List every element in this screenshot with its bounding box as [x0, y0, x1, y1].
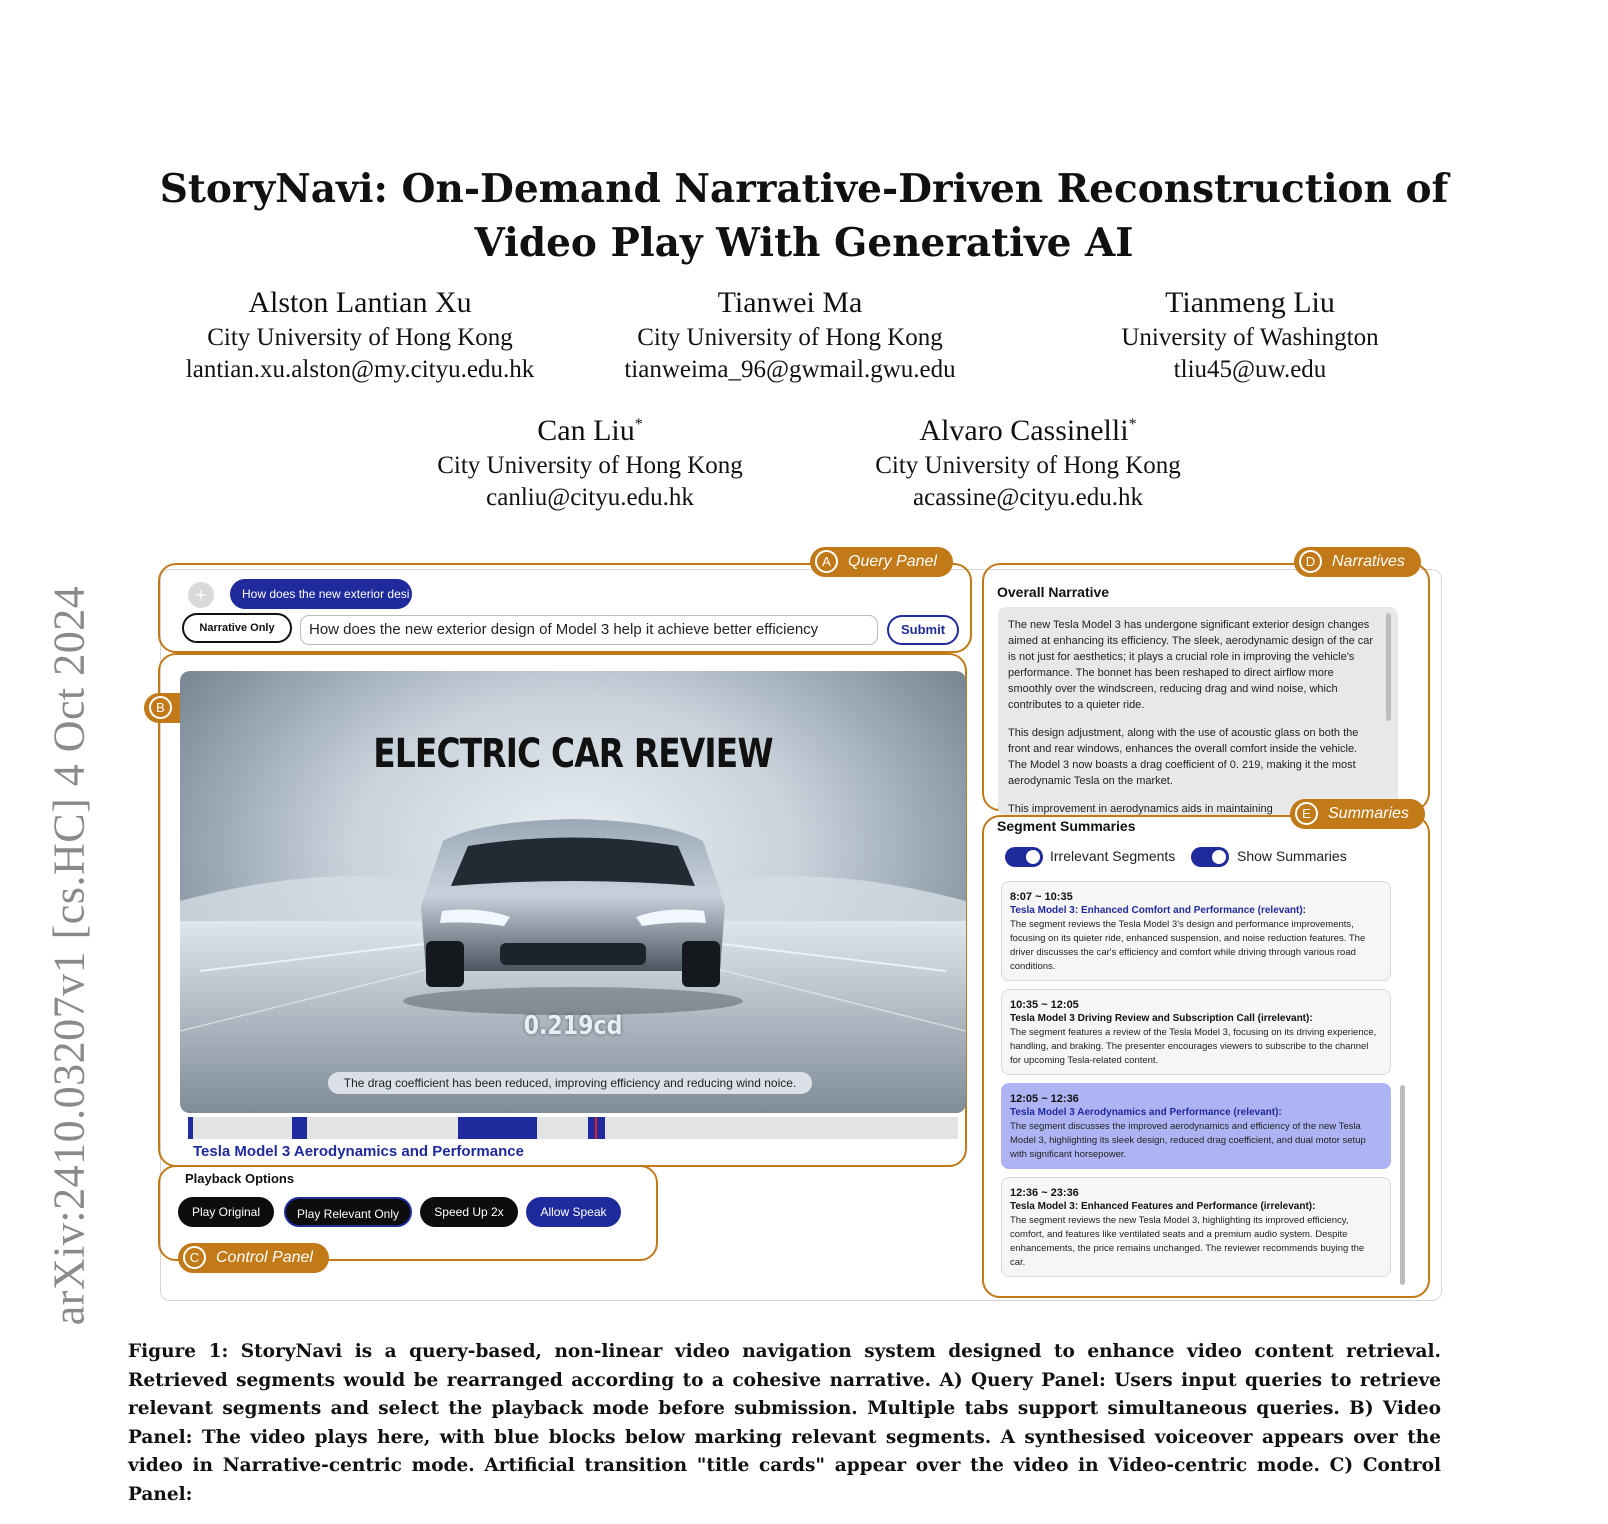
- paper-title: [0, 162, 1608, 270]
- narrative-paragraph: This design adjustment, along with the use of acoustic glass on both the front and rear windows, enhances the overall comfort inside the vehicle. The Model 3 now boasts a drag coefficient of 0. 219, making it the most aerodynamic Tesla on the market.: [1008, 727, 1359, 787]
- control-panel-tag: [178, 1243, 329, 1273]
- author-email[interactable]: tliu45@uw.edu: [1173, 356, 1327, 383]
- corresponding-mark: *: [634, 416, 643, 433]
- current-segment-title: Tesla Model 3 Aerodynamics and Performance: [193, 1143, 524, 1160]
- author-affiliation: City University of Hong Kong: [437, 452, 743, 479]
- narrative-paragraph: The new Tesla Model 3 has undergone significant exterior design changes aimed at enhancing its efficiency. The sleek, aerodynamic design of the car is not just for aesthetics; it plays a crucial role in improving the vehicle's performance. The bonnet has been reshaped to direct airflow more smoothly over the windscreen, reducing drag and wind noise, which contributes to a quieter ride.: [1008, 619, 1374, 711]
- relevant-segment-block[interactable]: [188, 1117, 193, 1139]
- arxiv-stamp: arXiv:2410.03207v1 [cs.HC] 4 Oct 2024: [44, 585, 94, 1326]
- tag-letter: D: [1299, 550, 1322, 573]
- author-name: Tianmeng Liu: [1165, 286, 1335, 319]
- author-affiliation: University of Washington: [1121, 324, 1379, 351]
- tag-label: Query Panel: [848, 553, 937, 570]
- segment-heading: Tesla Model 3 Driving Review and Subscription Call (irrelevant):: [1010, 1013, 1313, 1024]
- summary-card[interactable]: [1001, 881, 1391, 981]
- summaries-panel-tag: [1290, 799, 1425, 829]
- author-affiliation: City University of Hong Kong: [637, 324, 943, 351]
- summary-card[interactable]: [1001, 1177, 1391, 1277]
- query-tab[interactable]: How does the new exterior desi: [230, 579, 412, 609]
- allow-speak-button[interactable]: Allow Speak: [526, 1197, 621, 1227]
- summaries-scrollbar[interactable]: [1400, 1085, 1405, 1285]
- author-block: [1060, 284, 1440, 386]
- video-title: ELECTRIC CAR REVIEW: [373, 731, 773, 777]
- narrative-paragraph: This improvement in aerodynamics aids in maintaining: [1008, 803, 1273, 815]
- drag-coefficient-overlay: 0.219cd: [523, 1011, 623, 1041]
- author-block: [170, 284, 550, 386]
- author-block: [600, 284, 980, 386]
- submit-button[interactable]: Submit: [887, 615, 959, 645]
- show-summaries-label: Show Summaries: [1237, 848, 1347, 864]
- voiceover-subtitle: The drag coefficient has been reduced, improving efficiency and reducing wind noice.: [328, 1072, 812, 1094]
- play-original-button[interactable]: Play Original: [178, 1197, 274, 1227]
- figure-teaser: [156, 553, 1460, 1325]
- play-relevant-only-button[interactable]: Play Relevant Only: [284, 1197, 412, 1227]
- add-tab-button[interactable]: +: [188, 582, 214, 608]
- segment-heading: Tesla Model 3: Enhanced Comfort and Performance (relevant):: [1010, 905, 1306, 916]
- author-name: Can Liu: [537, 414, 635, 447]
- segment-summary: The segment discusses the improved aerodynamics and efficiency of the new Tesla Model 3, highlighting its sleek design, reduced drag coefficient, and dual motor setup with significant horsepower.: [1010, 1121, 1366, 1160]
- overall-narrative-title: Overall Narrative: [997, 584, 1110, 600]
- segment-time: 12:05 ~ 12:36: [1010, 1093, 1079, 1105]
- author-email[interactable]: lantian.xu.alston@my.cityu.edu.hk: [185, 356, 535, 383]
- playhead[interactable]: [595, 1117, 597, 1139]
- title-line-1: StoryNavi: On-Demand Narrative-Driven Reconstruction of: [159, 166, 1449, 212]
- narrative-scrollbar[interactable]: [1386, 613, 1391, 721]
- segment-heading: Tesla Model 3 Aerodynamics and Performance (relevant):: [1010, 1107, 1282, 1118]
- irrelevant-segments-toggle[interactable]: [1005, 847, 1043, 867]
- tag-letter: B: [149, 696, 172, 719]
- segment-summary: The segment reviews the Tesla Model 3's design and performance improvements, focusing on its quieter ride, enhanced suspension, and noise reduction features. The driver discusses the car's efficiency and comfort while driving through various road conditions.: [1010, 919, 1366, 972]
- summary-card-active[interactable]: [1001, 1083, 1391, 1169]
- author-name: Alvaro Cassinelli: [919, 414, 1129, 447]
- author-email[interactable]: canliu@cityu.edu.hk: [486, 484, 694, 511]
- speed-up-button[interactable]: Speed Up 2x: [420, 1197, 518, 1227]
- summary-card[interactable]: [1001, 989, 1391, 1075]
- tag-letter: C: [183, 1246, 206, 1269]
- video-timeline[interactable]: [188, 1117, 958, 1139]
- query-panel-tag: [810, 547, 953, 577]
- segment-time: 10:35 ~ 12:05: [1010, 999, 1079, 1011]
- tag-label: Control Panel: [216, 1249, 313, 1266]
- segment-time: 12:36 ~ 23:36: [1010, 1187, 1079, 1199]
- show-summaries-toggle[interactable]: [1191, 847, 1229, 867]
- tag-label: Narratives: [1332, 553, 1405, 570]
- author-name: Alston Lantian Xu: [248, 286, 472, 319]
- author-email[interactable]: acassine@cityu.edu.hk: [913, 484, 1143, 511]
- narratives-panel-tag: [1294, 547, 1421, 577]
- segment-summaries-title: Segment Summaries: [997, 818, 1136, 834]
- author-email[interactable]: tianweima_96@gwmail.gwu.edu: [624, 356, 956, 383]
- irrelevant-segments-label: Irrelevant Segments: [1050, 848, 1176, 864]
- segment-heading: Tesla Model 3: Enhanced Features and Performance (irrelevant):: [1010, 1201, 1316, 1212]
- author-name: Tianwei Ma: [717, 286, 863, 319]
- relevant-segment-block[interactable]: [458, 1117, 537, 1139]
- narrative-text-box[interactable]: [998, 607, 1398, 815]
- relevant-segment-block[interactable]: [292, 1117, 307, 1139]
- corresponding-mark: *: [1128, 416, 1137, 433]
- tag-label: Summaries: [1328, 805, 1409, 822]
- figure-caption: Figure 1: StoryNavi is a query-based, non-linear video navigation system designed to enhance video content retrieval. Retrieved segments would be rearranged according to a cohesive narrative. A) Query Panel: Users input queries to retrieve relevant segments and select the playback mode before submission. Multiple tabs support simultaneous queries. B) Video Panel: The video plays here, with blue blocks below marking relevant segments. A synthesised voiceover appears over the video in Narrative-centric mode. Artificial transition "title cards" appear over the video in Video-centric mode. C) Control Panel:: [128, 1341, 1441, 1505]
- segment-summary: The segment features a review of the Tesla Model 3, focusing on its driving experience, handling, and braking. The presenter encourages viewers to subscribe to the channel for upcoming Tesla-related content.: [1010, 1027, 1377, 1066]
- tag-letter: E: [1295, 802, 1318, 825]
- author-block: [400, 406, 780, 514]
- query-input[interactable]: How does the new exterior design of Model 3 help it achieve better efficiency: [300, 615, 878, 645]
- title-line-2: Video Play With Generative AI: [474, 220, 1134, 266]
- segment-time: 8:07 ~ 10:35: [1010, 891, 1073, 903]
- playback-options-title: Playback Options: [185, 1171, 295, 1186]
- tag-letter: A: [815, 550, 838, 573]
- segment-summary: The segment reviews the new Tesla Model 3, highlighting its improved efficiency, comfort, and features like ventilated seats and a premium audio system. Despite enhancements, the price remains unchanged. The reviewer recommends buying the car.: [1010, 1215, 1365, 1268]
- author-affiliation: City University of Hong Kong: [207, 324, 513, 351]
- narrative-only-button[interactable]: Narrative Only: [182, 613, 292, 643]
- video-player[interactable]: [180, 671, 966, 1113]
- author-affiliation: City University of Hong Kong: [875, 452, 1181, 479]
- author-block: [838, 406, 1218, 514]
